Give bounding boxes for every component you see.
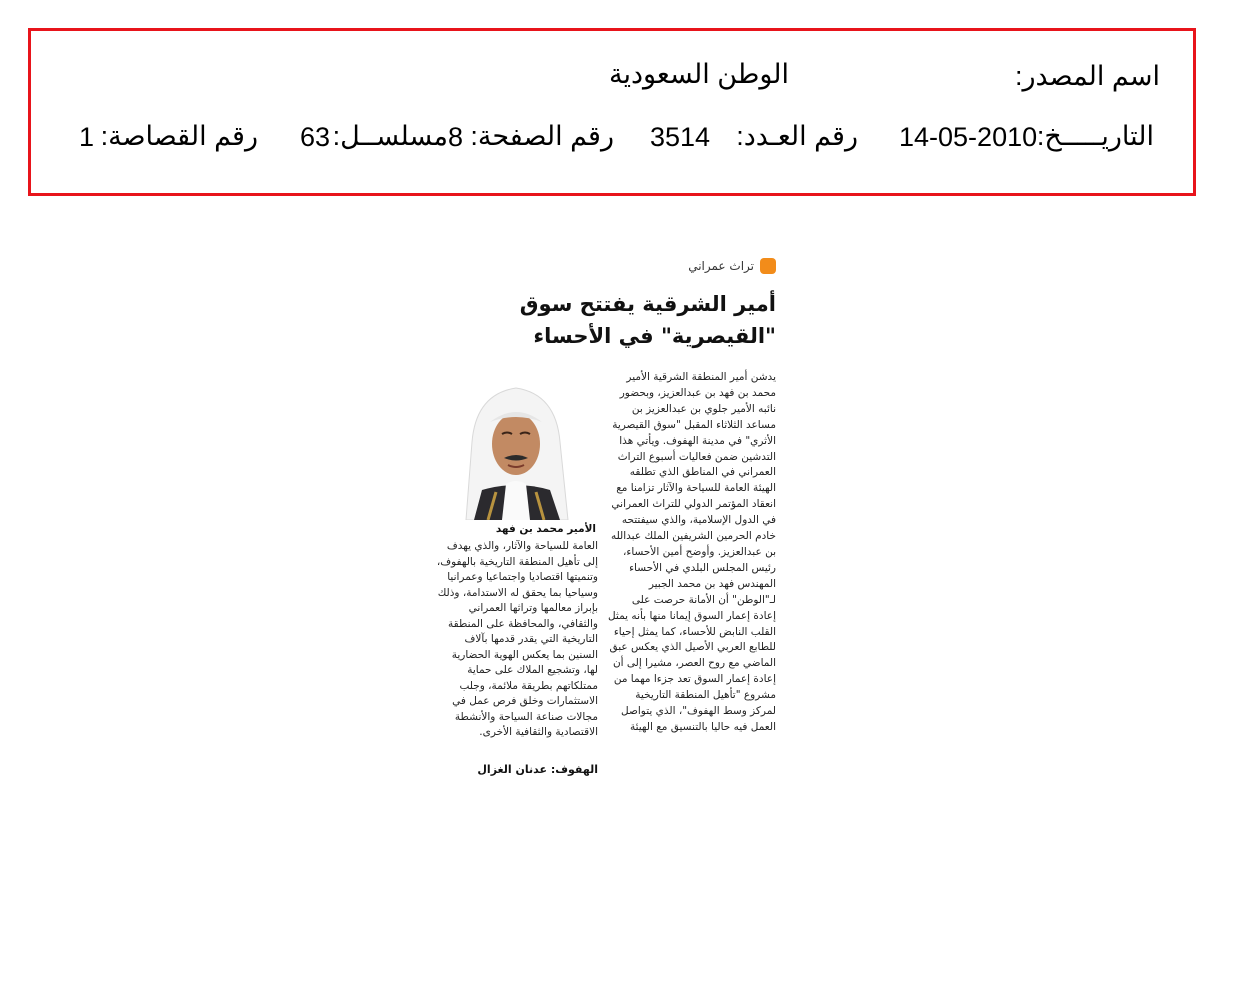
clipping-metadata-box (28, 28, 1196, 196)
date-value: 14-05-2010 (899, 122, 1038, 152)
clip-label: رقم القصاصة: (100, 121, 258, 151)
section-label: تراث عمراني (688, 259, 754, 273)
section-tag (688, 258, 776, 274)
page-label: رقم الصفحة: (470, 121, 614, 151)
clip-value: 1 (79, 122, 95, 152)
portrait-figure-icon (436, 372, 596, 520)
article-headline: أمير الشرقية يفتتح سوق "القيصرية" في الأحساء (519, 292, 776, 348)
photo-caption: الأمير محمد بن فهد (495, 523, 596, 535)
date-label: التاريـــــخ: (1036, 121, 1154, 151)
article-body-column-left: العامة للسياحة والآثار، والذي يهدف إلى تأهيل المنطقة التاريخية بالهفوف، وتنميتها اقتصاديا واجتماعيا وعمرانيا وسياحيا بما يحقق له الاستدامة، وذلك بإبراز معالمها وتراثها العمراني والثقافي، والمحافظة على المنطقة التاريخية التي يقدر قدمها بآلاف السنين بما يعكس الهوية الحضارية لها، وتشجيع الملاك على حماية ممتلكاتهم بطريقة ملائمة، وجلب الاستثمارات وخلق فرص عمل في مجالات صناعة السياحة والأنشطة الاقتصادية والثقافية الأخرى. (436, 540, 598, 738)
serial-value: 63 (300, 122, 331, 152)
issue-value: 3514 (650, 122, 711, 152)
orange-square-icon (760, 258, 776, 274)
source-value: الوطن السعودية (608, 59, 789, 89)
article-byline: الهفوف: عدنان الغزال (477, 763, 598, 776)
newspaper-article (432, 252, 776, 792)
article-body-column-right: يدشن أمير المنطقة الشرقية الأمير محمد بن فهد بن عبدالعزيز، وبحضور نائبه الأمير جلوي بن عبدالعزيز بن مساعد الثلاثاء المقبل "سوق القيصرية الأثري" في مدينة الهفوف. ويأتي هذا التدشين ضمن فعاليات أسبوع التراث العمراني في المناطق الذي تطلقه الهيئة العامة للسياحة والآثار تزامنا مع انعقاد المؤتمر الدولي للتراث العمراني في الدول الإسلامية، والذي سيفتتحه خادم الحرمين الشريفين الملك عبدالله بن عبدالعزيز. وأوضح أمين الأحساء، رئيس المجلس البلدي في الأحساء المهندس فهد بن محمد الجبير لـ"الوطن" أن الأمانة حرصت على إعادة إعمار السوق إيمانا منها بأنه يمثل القلب النابض للأحساء، كما يمثل إحياء للطابع العربي الأصيل الذي يعكس عبق الماضي مع روح العصر، مشيرا إلى أن إعادة إعمار السوق تعد جزءا مهما من مشروع "تأهيل المنطقة التاريخية لمركز وسط الهفوف"، الذي يتواصل العمل فيه حاليا بالتنسيق مع الهيئة (607, 371, 776, 733)
portrait-photo (436, 372, 596, 520)
source-label: اسم المصدر: (1014, 61, 1160, 91)
issue-label: رقم العـدد: (736, 121, 858, 151)
page-value: 8 (448, 122, 464, 152)
serial-label: مسلســل: (332, 121, 448, 151)
